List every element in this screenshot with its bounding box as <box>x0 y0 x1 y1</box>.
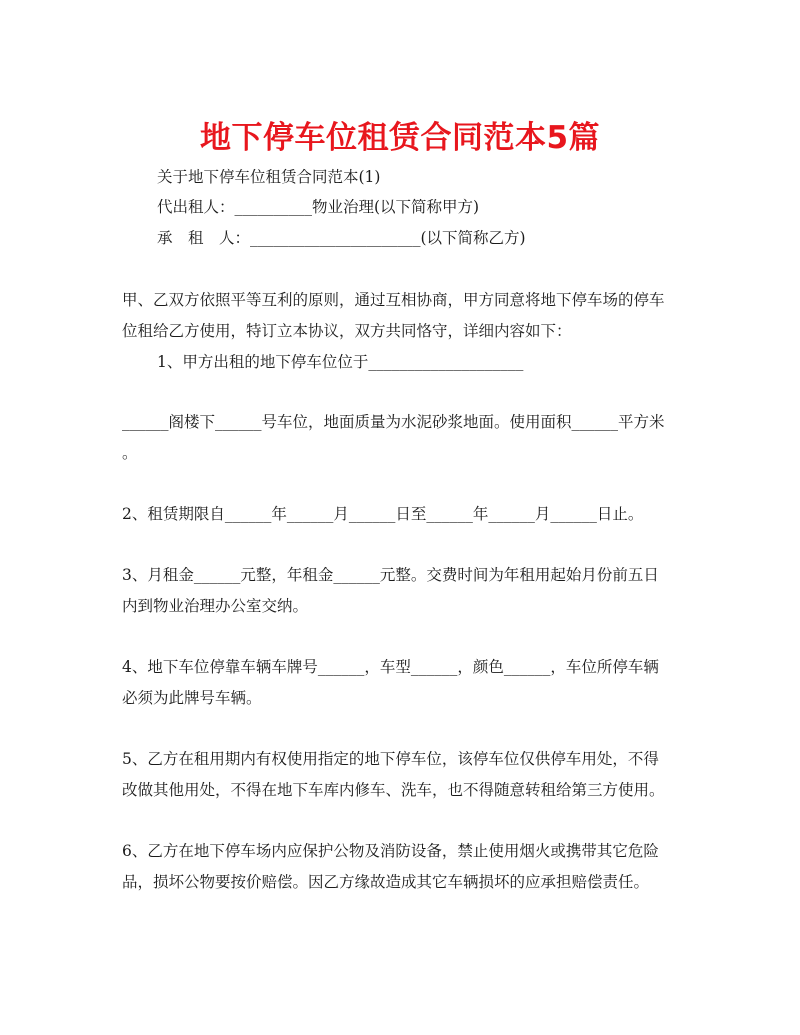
preamble-line-1: 甲、乙双方依照平等互利的原则，通过互相协商，甲方同意将地下停车场的停车 <box>122 291 665 309</box>
clause-3-line-1: 3、月租金______元整，年租金______元整。交费时间为年租用起始月份前五日 <box>122 566 659 584</box>
document-title: 地下停车位租赁合同范本5篇 <box>199 120 601 156</box>
clause-3-line-2: 内到物业治理办公室交纳。 <box>122 597 309 615</box>
lessee-line: 承 租 人：______________________(以下简称乙方) <box>157 229 526 247</box>
clause-1-line-1: 1、甲方出租的地下停车位位于____________________ <box>157 353 524 371</box>
contract-heading: 关于地下停车位租赁合同范本(1) <box>157 168 381 186</box>
preamble-line-2: 位租给乙方使用，特订立本协议，双方共同恪守，详细内容如下： <box>122 322 572 340</box>
clause-6-line-2: 品，损坏公物要按价赔偿。因乙方缘故造成其它车辆损坏的应承担赔偿责任。 <box>122 873 650 891</box>
clause-5-line-2: 改做其他用处，不得在地下车库内修车、洗车，也不得随意转租给第三方使用。 <box>122 781 665 799</box>
clause-2: 2、租赁期限自______年______月______日至______年______月______日止。 <box>122 505 644 523</box>
clause-5-line-1: 5、乙方在租用期内有权使用指定的地下停车位，该停车位仅供停车用处，不得 <box>122 750 659 768</box>
lessor-line: 代出租人：__________物业治理(以下简称甲方) <box>157 198 480 216</box>
clause-6-line-1: 6、乙方在地下停车场内应保护公物及消防设备，禁止使用烟火或携带其它危险 <box>122 842 659 860</box>
clause-1-line-2: ______阁楼下______号车位，地面质量为水泥砂浆地面。使用面积______平方米 <box>122 413 665 431</box>
clause-4-line-1: 4、地下车位停靠车辆车牌号______，车型______，颜色______，车位所停车辆 <box>122 658 659 676</box>
clause-1-line-3: 。 <box>122 444 138 462</box>
clause-4-line-2: 必须为此牌号车辆。 <box>122 689 262 707</box>
